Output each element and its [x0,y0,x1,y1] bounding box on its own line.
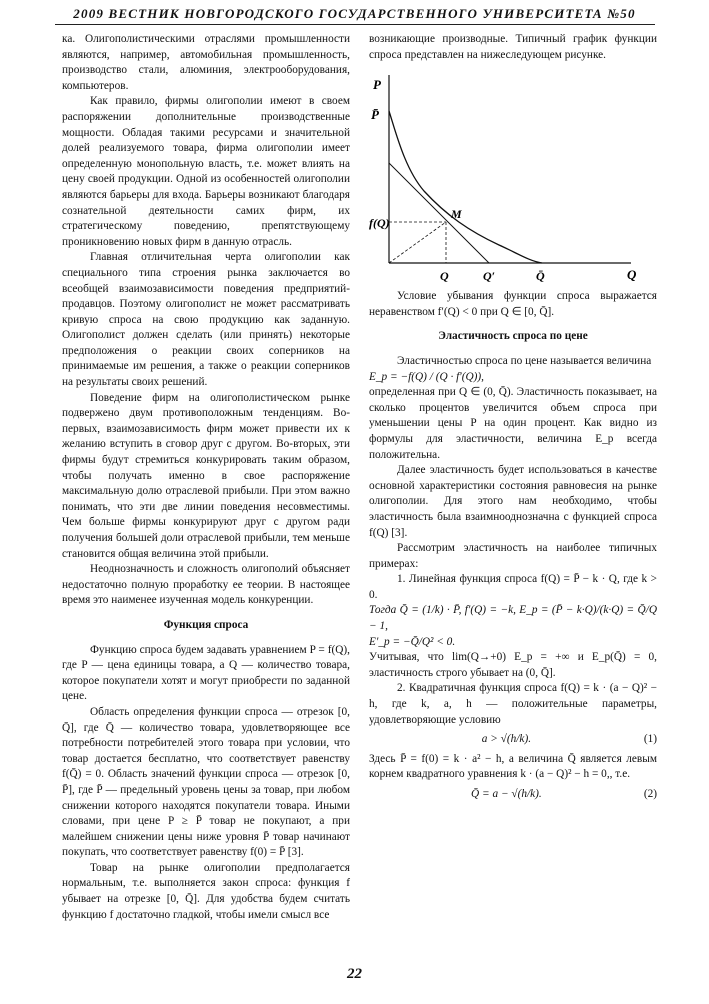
paragraph: Поведение фирм на олигополистическом рынке подвержено двум противоположным тенденциям. Во-первых, взаимозависимость фирм может привести их к желанию вступить в сговор друг с другом. Во-вторых, эти фирмы будут стремиться конкурировать таким образом, чтобы получать именно в свое распоряжение максимальную долю отраслевой прибыли. При этом важно понимать, что эти две линии поведения несовместимы. Чем больше фирмы конкурируют друг с другом ради получения большей доли отраслевой прибыли, тем меньше становится общая величина этой прибыли. [62,391,350,560]
paragraph: 2. Квадратичная функция спроса f(Q) = k · (a − Q)² − h, где k, a, h — положительные параметры, удовлетворяющие условию [369,682,657,726]
page-number: 22 [347,966,362,982]
page-header [0,0,709,34]
label-q: Q [440,269,449,284]
paragraph: 1. Линейная функция спроса f(Q) = P̄ − k · Q, где k > 0. [369,573,657,601]
paragraph: Область определения функции спроса — отрезок [0, Q̄], где Q̄ — количество товара, удовлетворяющее все потребности потребителей этого товара при условии, что товар достается бесплатно, что соответствует равенству f(Q̄) = 0. Область значений функции спроса — отрезок [0, P̄], где P̄ — предельный уровень цены за товар, при любом снижении которого находятся покупатели товара. Иными словами, при цене P ≥ P̄ товар не покупают, а при малейшем снижении цены ниже уровня P̄ товар начинают покупать, что соответствует равенству f(0) = P̄ [3]. [62,705,350,859]
journal-header-title: 2009 ВЕСТНИК НОВГОРОДСКОГО ГОСУДАРСТВЕННОГО УНИВЕРСИТЕТА №50 [73,6,636,21]
paragraph: Как правило, фирмы олигополии имеют в своем распоряжении дополнительные производственные мощности. Обладая такими ресурсами и значительной долей реализуемого товара, фирма олигополии имеет определенную монопольную власть, т.е. может влиять на цену своей продукции. Одной из особенностей олигополии являются барьеры для входа. Барьеры возникают благодаря сознательной деятельности самих фирм, их стратегическому поведению, препятствующему проникновению новых фирм в данную отрасль. [62,95,350,248]
label-f-of-q: f(Q) [369,216,390,231]
equation-2 [369,787,657,803]
label-p-bar: P̄ [371,107,379,123]
paragraph: Главная отличительная черта олигополии как специального типа строения рынка заключается во всеобщей взаимозависимости поведения предприятий-продавцов. Поэтому олигополист не может рассматривать кривую спроса на свою продукцию как заданную. Олигополист должен сделать (или принять) некоторые предположения о реакции своих соперников на принимаемые им решения, а также о реакции соперников на результаты своих решений. [62,251,350,389]
elasticity-derivative-formula: E′_p = −Q̄/Q² < 0. [369,635,456,648]
equation-1 [369,732,657,748]
paragraph: Функцию спроса будем задавать уравнением P = f(Q), где P — цена единицы товара, а Q — количество товара, которое покупатели хотят и могут приобрести по заданной цене. [62,643,350,703]
tangent-line [389,163,489,263]
paragraph: Товар на рынке олигополии предполагается нормальным, т.е. выполняется закон спроса: функция f убывает на отрезке [0, Q̄]. Для удобства будем считать функцию f достаточно гладкой, чтобы имели смысл все [62,861,350,921]
demand-curve-figure [369,67,657,289]
paragraph: определенная при Q ∈ (0, Q̄). Эластичность показывает, на сколько процентов увеличится объем спроса при уменьшении цены P на один процент. Как видно из формулы для эластичности, величина E_p всегда положительна. [369,386,657,461]
label-q-bar: Q̄ [536,269,545,284]
equation-2-number: (2) [643,788,657,800]
header-rule [55,24,655,25]
paragraph: Эластичностью спроса по цене называется величина [397,354,652,367]
axis-label-p: P [373,77,381,93]
paragraph: Далее эластичность будет использоваться в качестве основной характеристики состояния равновесия на рынке олигополии. Для этого нам необходимо, чтобы эластичность была взаимнооднозначна с функцией спроса f(Q) [3]. [369,464,657,539]
paragraph: Учитывая, что lim(Q→+0) E_p = +∞ и E_p(Q̄) = 0, эластичность строго убывает на (0, Q̄]. [369,651,657,679]
demand-curve-plot [369,67,657,289]
elasticity-definition-formula: E_p = −f(Q) / (Q · f′(Q)), [369,370,484,383]
left-column [62,32,350,923]
label-q-prime: Q′ [483,269,496,284]
paragraph: Рассмотрим эластичность на наиболее типичных примерах: [369,542,657,570]
equation-1-body: a > √(h/k). [481,733,532,746]
equation-1-number: (1) [643,733,657,746]
section-heading-price-elasticity: Эластичность спроса по цене [438,330,588,343]
equation-2-body: Q̄ = a − √(h/k). [471,788,542,800]
section-heading-demand-function: Функция спроса [163,618,249,631]
ray-to-point-m [389,222,446,263]
paragraph: Условие убывания функции спроса выражается неравенством f′(Q) < 0 при Q ∈ [0, Q̄]. [369,290,657,318]
paragraph: Неоднозначность и сложность олигополий объясняет недостаточно полную проработку ее теории. В настоящее время это наименее изученная модель конкуренции. [62,563,350,607]
paragraph: возникающие производные. Типичный график функции спроса представлен на нижеследующем рисунке. [369,33,657,61]
right-column [369,32,657,807]
label-point-m: M [451,207,462,222]
paragraph: Здесь P̄ = f(0) = k · a² − h, а величина Q̄ является левым корнем квадратного уравнения k · (a − Q)² − h = 0,, т.е. [369,752,657,781]
linear-case-formula: Тогда Q̄ = (1/k) · P̄, f′(Q) = −k, E_p = (P̄ − k·Q)/(k·Q) = Q̄/Q − 1, [369,604,657,633]
axis-label-q: Q [627,267,637,283]
paragraph: ка. Олигополистическими отраслями промышленности являются, например, автомобильная промышленность, производство стали, алюминия, электрооборудования, компьютеров. [62,33,350,92]
